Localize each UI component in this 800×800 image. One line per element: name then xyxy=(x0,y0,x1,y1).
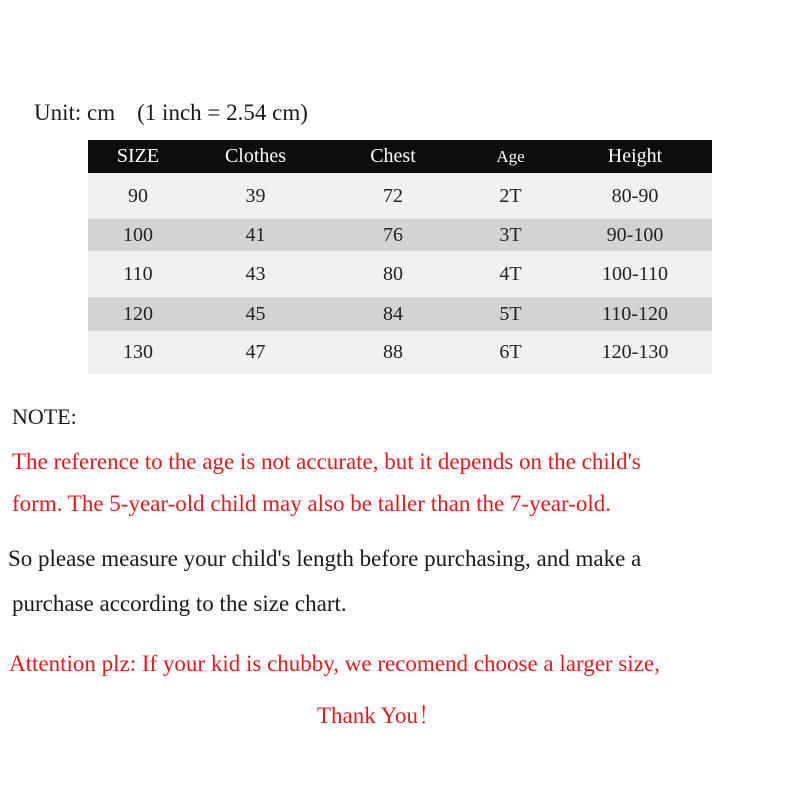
warning-line-1: The reference to the age is not accurate, but it depends on the child's xyxy=(12,449,641,474)
header-age: Age xyxy=(463,140,558,173)
cell-height: 110-120 xyxy=(558,297,712,331)
cell-size: 90 xyxy=(88,173,188,219)
attention-line: Attention plz: If your kid is chubby, we recomend choose a larger size, xyxy=(9,651,660,676)
header-size: SIZE xyxy=(88,140,188,173)
header-height: Height xyxy=(558,140,712,173)
note-label: NOTE: xyxy=(12,404,77,429)
cell-chest: 88 xyxy=(323,331,463,374)
cell-clothes: 47 xyxy=(188,331,323,374)
cell-chest: 76 xyxy=(323,219,463,251)
cell-clothes: 43 xyxy=(188,251,323,297)
table-row xyxy=(88,173,712,219)
warning-line-2: form. The 5-year-old child may also be taller than the 7-year-old. xyxy=(12,491,611,516)
header-clothes: Clothes xyxy=(188,140,323,173)
cell-height: 120-130 xyxy=(558,331,712,374)
cell-clothes: 39 xyxy=(188,173,323,219)
cell-clothes: 41 xyxy=(188,219,323,251)
cell-height: 100-110 xyxy=(558,251,712,297)
cell-size: 120 xyxy=(88,297,188,331)
unit-line xyxy=(34,100,308,126)
cell-chest: 84 xyxy=(323,297,463,331)
table-row xyxy=(88,219,712,251)
cell-height: 80-90 xyxy=(558,173,712,219)
cell-age: 5T xyxy=(463,297,558,331)
cell-size: 100 xyxy=(88,219,188,251)
table-row xyxy=(88,331,712,374)
header-chest: Chest xyxy=(323,140,463,173)
cell-age: 6T xyxy=(463,331,558,374)
table-row xyxy=(88,251,712,297)
cell-size: 110 xyxy=(88,251,188,297)
cell-chest: 72 xyxy=(323,173,463,219)
table-header-row xyxy=(88,140,712,173)
unit-conversion: (1 inch = 2.54 cm) xyxy=(137,100,308,125)
table-row xyxy=(88,297,712,331)
cell-chest: 80 xyxy=(323,251,463,297)
cell-age: 3T xyxy=(463,219,558,251)
cell-height: 90-100 xyxy=(558,219,712,251)
advice-line-2: purchase according to the size chart. xyxy=(12,591,347,616)
advice-line-1: So please measure your child's length before purchasing, and make a xyxy=(8,546,642,571)
cell-size: 130 xyxy=(88,331,188,374)
size-chart-table xyxy=(88,140,712,374)
cell-age: 2T xyxy=(463,173,558,219)
cell-age: 4T xyxy=(463,251,558,297)
cell-clothes: 45 xyxy=(188,297,323,331)
unit-label: Unit: cm xyxy=(34,100,116,125)
thank-you-line: Thank You！ xyxy=(317,703,441,728)
